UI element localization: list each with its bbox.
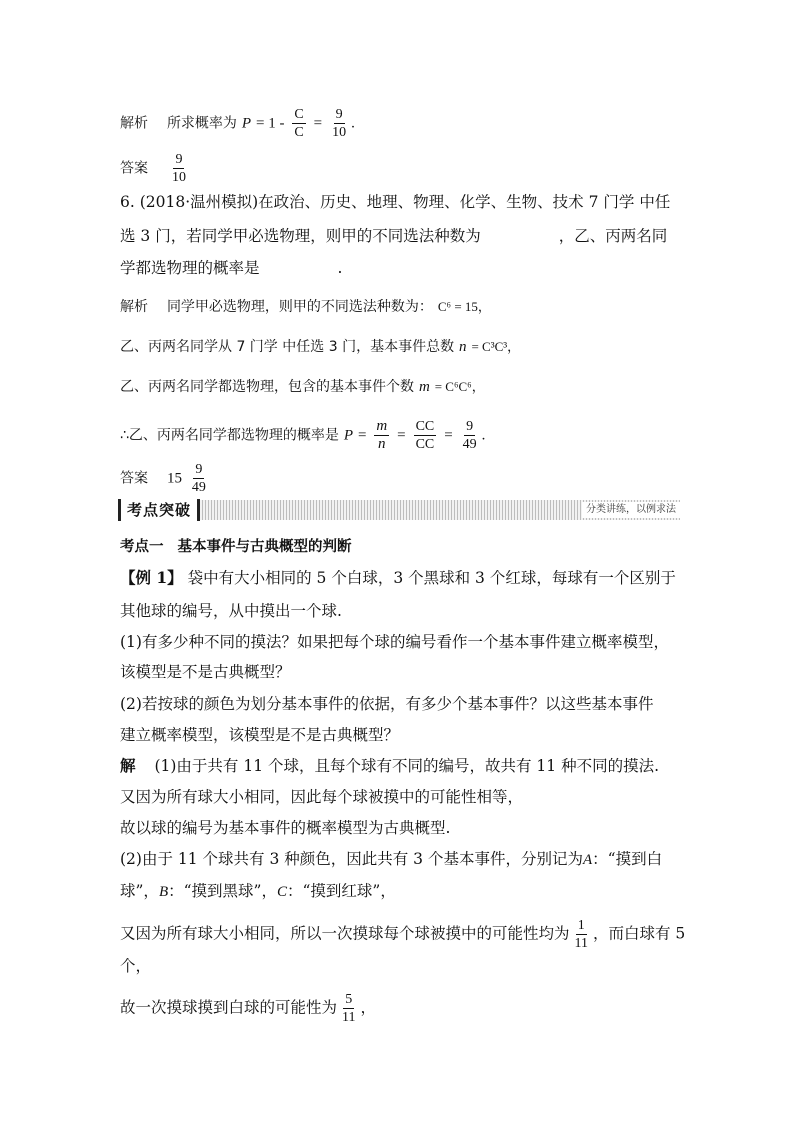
solution-text: ：“摸到白 — [592, 850, 663, 868]
solution-1-line-8 — [120, 991, 376, 1026]
solution-text: 球”， — [120, 882, 159, 900]
solution-text: (2)由于 11 个球共有 3 种颜色，因此共有 3 个基本事件，分别记为 — [120, 850, 583, 868]
example-1-line-4: 该模型是不是古典概型？ — [120, 663, 291, 681]
solution-text: ，而白球有 5 — [593, 924, 686, 943]
analysis-line-5 — [120, 106, 355, 141]
example-1-line-1 — [120, 568, 676, 588]
example-1-line-5: (2)若按球的颜色为划分基本事件的依据，有多少个基本事件？以这些基本事件 — [120, 695, 654, 713]
frac-den: 10 — [332, 125, 347, 140]
frac-num: CC — [415, 419, 435, 434]
problem-6-text: 学都选物理的概率是 — [120, 259, 260, 277]
example-1-line-3: (1)有多少种不同的摸法？如果把每个球的编号看作一个基本事件建立概率模型， — [120, 633, 669, 651]
answer-line-5 — [120, 151, 191, 186]
answer-fraction — [190, 461, 208, 496]
solution-text: 乙、丙两名同学从 7 门学 中任选 3 门，基本事件总数 — [120, 339, 455, 355]
frac-num: m — [376, 418, 388, 434]
fraction-9-49 — [461, 418, 479, 453]
event-C: C — [276, 884, 287, 900]
solution-6-line-1 — [120, 296, 491, 317]
solution-1-line-2: 又因为所有球大小相同，因此每个球被摸中的可能性相等， — [120, 788, 524, 806]
solution-1-line-3: 故以球的编号为基本事件的概率模型为古典概型. — [120, 819, 451, 837]
frac-num: 9 — [175, 152, 183, 167]
solution-text: 乙、丙两名同学都选物理，包含的基本事件个数 — [120, 379, 414, 395]
event-B: B — [158, 884, 169, 900]
problem-6-text: . — [337, 259, 343, 277]
example-1-line-2: 其他球的编号，从中摸出一个球. — [120, 602, 342, 620]
math-op: = — [397, 427, 406, 444]
frac-num: 9 — [466, 419, 474, 434]
solution-text: ∴乙、丙两名同学都选物理的概率是 — [120, 427, 339, 444]
math-var-m: m — [418, 379, 430, 395]
solution-1-line-1 — [120, 756, 659, 776]
math-end: . — [351, 115, 355, 132]
fraction-1-11 — [573, 917, 590, 952]
solution-label: 解 — [120, 756, 136, 775]
fraction-c-over-c — [292, 106, 305, 141]
combination-expr: = C³C³， — [471, 339, 521, 354]
solution-text: ：“摸到红球”， — [286, 882, 396, 900]
frac-den: 10 — [171, 170, 186, 185]
math-end: . — [481, 427, 486, 444]
frac-den: 49 — [462, 437, 477, 452]
analysis-text: 所求概率为 — [166, 115, 237, 132]
problem-6-line-1: 6. (2018·温州模拟)在政治、历史、地理、物理、化学、生物、技术 7 门学 中任 — [120, 193, 671, 211]
math-op: = 1 - — [255, 115, 285, 132]
example-1-line-6: 建立概率模型，该模型是不是古典概型？ — [120, 726, 400, 744]
frac-den: CC — [415, 437, 435, 452]
frac-den: 11 — [342, 1010, 356, 1025]
solution-1-line-5 — [120, 881, 396, 902]
answer-label: 答案 — [120, 160, 148, 177]
frac-den: n — [378, 436, 386, 452]
combination-expr: C⁶ = 15， — [437, 299, 491, 314]
fraction-cc-cc — [414, 418, 437, 453]
solution-text: 又因为所有球大小相同，所以一次摸球每个球被摸中的可能性均为 — [120, 924, 570, 943]
solution-text: (1)由于共有 11 个球，且每个球有不同的编号，故共有 11 种不同的摸法. — [154, 757, 659, 775]
frac-den: 11 — [574, 936, 588, 951]
solution-text: 同学甲必选物理，则甲的不同选法种数为： — [166, 299, 433, 315]
problem-6-text: 选 3 门，若同学甲必选物理，则甲的不同选法种数为 — [120, 227, 481, 245]
answer-fraction — [170, 151, 188, 186]
frac-num: 5 — [345, 992, 353, 1007]
section-subtitle: 分类讲练，以例求法 — [582, 502, 680, 518]
solution-text: ， — [360, 998, 377, 1017]
event-A: A — [582, 852, 593, 868]
solution-1-line-7: 个， — [120, 957, 152, 975]
frac-num: 9 — [335, 107, 343, 122]
combination-expr: = C⁶C⁶， — [434, 379, 485, 394]
math-var-n: n — [459, 339, 467, 355]
solution-1-line-6 — [120, 917, 685, 952]
solution-6-line-2 — [120, 336, 520, 357]
topic-heading — [120, 537, 352, 557]
frac-num: 1 — [577, 918, 585, 933]
frac-num: 9 — [195, 462, 203, 477]
example-tag: 【例 1】 — [120, 568, 183, 587]
answer-value: 15 — [166, 470, 182, 487]
frac-den: C — [294, 125, 304, 140]
problem-6-line-2 — [120, 226, 667, 246]
fraction-m-n — [374, 418, 389, 453]
math-op: = — [313, 115, 323, 132]
example-text: 袋中有大小相同的 5 个白球，3 个黑球和 3 个红球，每球有一个区别于 — [187, 569, 676, 587]
topic-title: 基本事件与古典概型的判断 — [177, 539, 352, 555]
solution-6-line-3 — [120, 376, 485, 397]
fraction-5-11 — [340, 991, 357, 1026]
math-var-P: P — [241, 115, 252, 132]
analysis-label: 解析 — [120, 299, 148, 315]
analysis-label: 解析 — [120, 115, 148, 132]
problem-6-line-3 — [120, 258, 342, 278]
math-var-P: P — [343, 427, 354, 444]
solution-text: ：“摸到黑球”， — [168, 882, 277, 900]
answer-line-6 — [120, 461, 211, 496]
frac-num: C — [294, 107, 304, 122]
answer-label: 答案 — [120, 470, 148, 487]
solution-1-line-4 — [120, 849, 662, 870]
math-op: = — [444, 427, 453, 444]
section-title: 考点突破 — [118, 499, 200, 521]
fraction-9-10 — [330, 106, 348, 141]
solution-6-line-4 — [120, 418, 485, 453]
math-op: = — [357, 427, 367, 444]
frac-den: 49 — [191, 480, 206, 495]
topic-label: 考点一 — [120, 539, 164, 555]
solution-text: 故一次摸球摸到白球的可能性为 — [120, 998, 338, 1017]
problem-6-text: ，乙、丙两名同 — [558, 227, 668, 245]
